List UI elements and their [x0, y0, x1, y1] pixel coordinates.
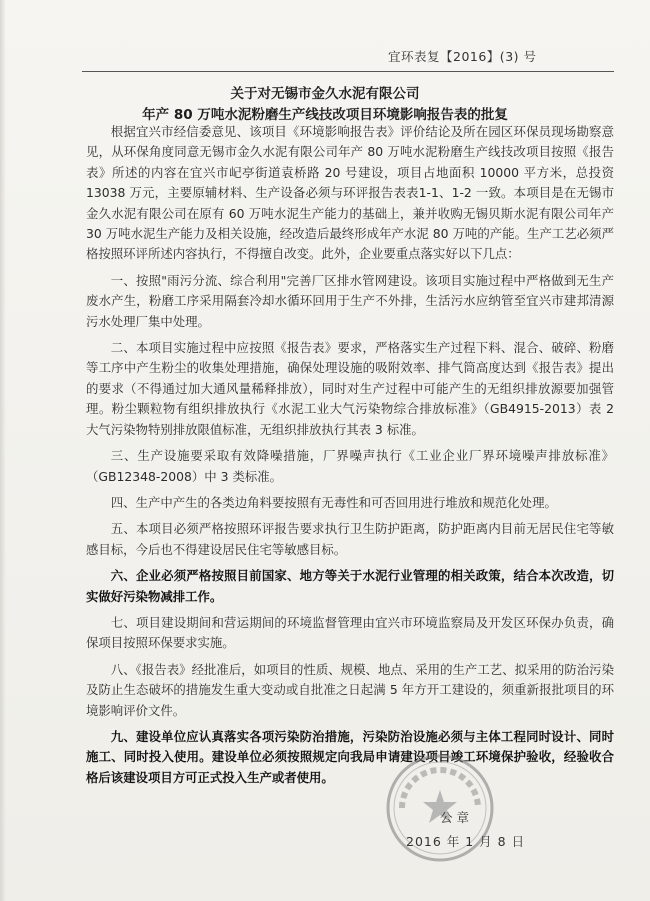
document-body: [86, 122, 614, 788]
paragraph-item-6: 六、企业必须严格按照目前国家、地方等关于水泥行业管理的相关政策，结合本次改造，切实做好污染物减排工作。: [86, 568, 614, 604]
document-title-line-2: 年产 80 万吨水泥粉磨生产线技改项目环境影响报告表的批复: [142, 107, 508, 123]
document-date: 2016 年 1 月 8 日: [406, 834, 526, 849]
document-title-line-1: 关于对无锡市金久水泥有限公司: [230, 86, 420, 102]
paragraph-item-1: 一、按照"雨污分流、综合利用"完善厂区排水管网建设。该项目实施过程中严格做到无生产废水产生，粉磨工序采用隔套冷却水循环回用于生产不外排，生活污水应纳管至宜兴市建邦清源污水处理厂集中处理。: [86, 272, 614, 329]
paragraph-item-8: 八、《报告表》经批准后，如项目的性质、规模、地点、采用的生产工艺、拟采用的防治污染及防止生态破坏的措施发生重大变动或自批准之日起满 5 年方开工建设的，须重新报批项目的环境影响评价文件。: [86, 661, 614, 718]
paragraph-intro: 根据宜兴市经信委意见、该项目《环境影响报告表》评价结论及所在园区环保员现场勘察意见，从环保角度同意无锡市金久水泥有限公司年产 80 万吨水泥粉磨生产线技改项目按照《报告表》所述的内容在宜兴市屺亭街道袁桥路 20 号建设，项目占地面积 10000 平方米，总投资 13038 万元，主要原辅材料、生产设备必须与环评报告表表1-1、1-2 一致。本项目是在无锡市金久水泥有限公司在原有 60 万吨水泥生产能力的基础上，兼并收购无锡贝斯水泥有限公司年产 30 万吨水泥生产能力及相关设施，经改造后最终形成年产水泥 80 万吨的产能。生产工艺必须严格按照环评所述内容执行，不得擅自改变。此外，企业要重点落实好以下几点：: [86, 124, 614, 262]
header-rule: [82, 71, 614, 72]
paragraph-item-4: 四、生产中产生的各类边角料要按照有无毒性和可否回用进行堆放和规范化处理。: [110, 494, 557, 510]
paragraph-item-2: 二、本项目实施过程中应按照《报告表》要求，严格落实生产过程下料、混合、破碎、粉磨等工序中产生粉尘的收集处理措施，确保处理设施的吸附效率、排气筒高度达到《报告表》提出的要求（不得通过加大通风量稀释排放），同时对生产过程中可能产生的无组织排放源要加强管理。粉尘颗粒物有组织排放执行《水泥工业大气污染物综合排放标准》（GB4915-2013）表 2 大气污染物特别排放限值标准，无组织排放执行其表 3 标准。: [86, 340, 614, 437]
paragraph-item-3: 三、生产设施要采取有效降噪措施，厂界噪声执行《工业企业厂界环境噪声排放标准》（GB12348-2008）中 3 类标准。: [86, 448, 614, 484]
paragraph-item-5: 五、本项目必须严格按照环评报告要求执行卫生防护距离，防护距离内目前无居民住宅等敏感目标，今后也不得建设居民住宅等敏感目标。: [86, 521, 614, 557]
paragraph-item-9: 九、建设单位应认真落实各项污染防治措施，污染防治设施必须与主体工程同时设计、同时施工、同时投入使用。建设单位必须按照规定向我局申请建设项目竣工环境保护验收，经验收合格后该建设项目方可正式投入生产或者使用。: [86, 728, 614, 785]
document-number: 宜环表复【2016】(3) 号: [388, 49, 537, 64]
paragraph-item-7: 七、项目建设期间和营运期间的环境监督管理由宜兴市环境监察局及开发区环保办负责，确保项目按照环保要求实施。: [86, 614, 614, 651]
signature-seal-label: 公 章: [440, 810, 469, 825]
scan-edge-shadow: [0, 0, 6, 901]
